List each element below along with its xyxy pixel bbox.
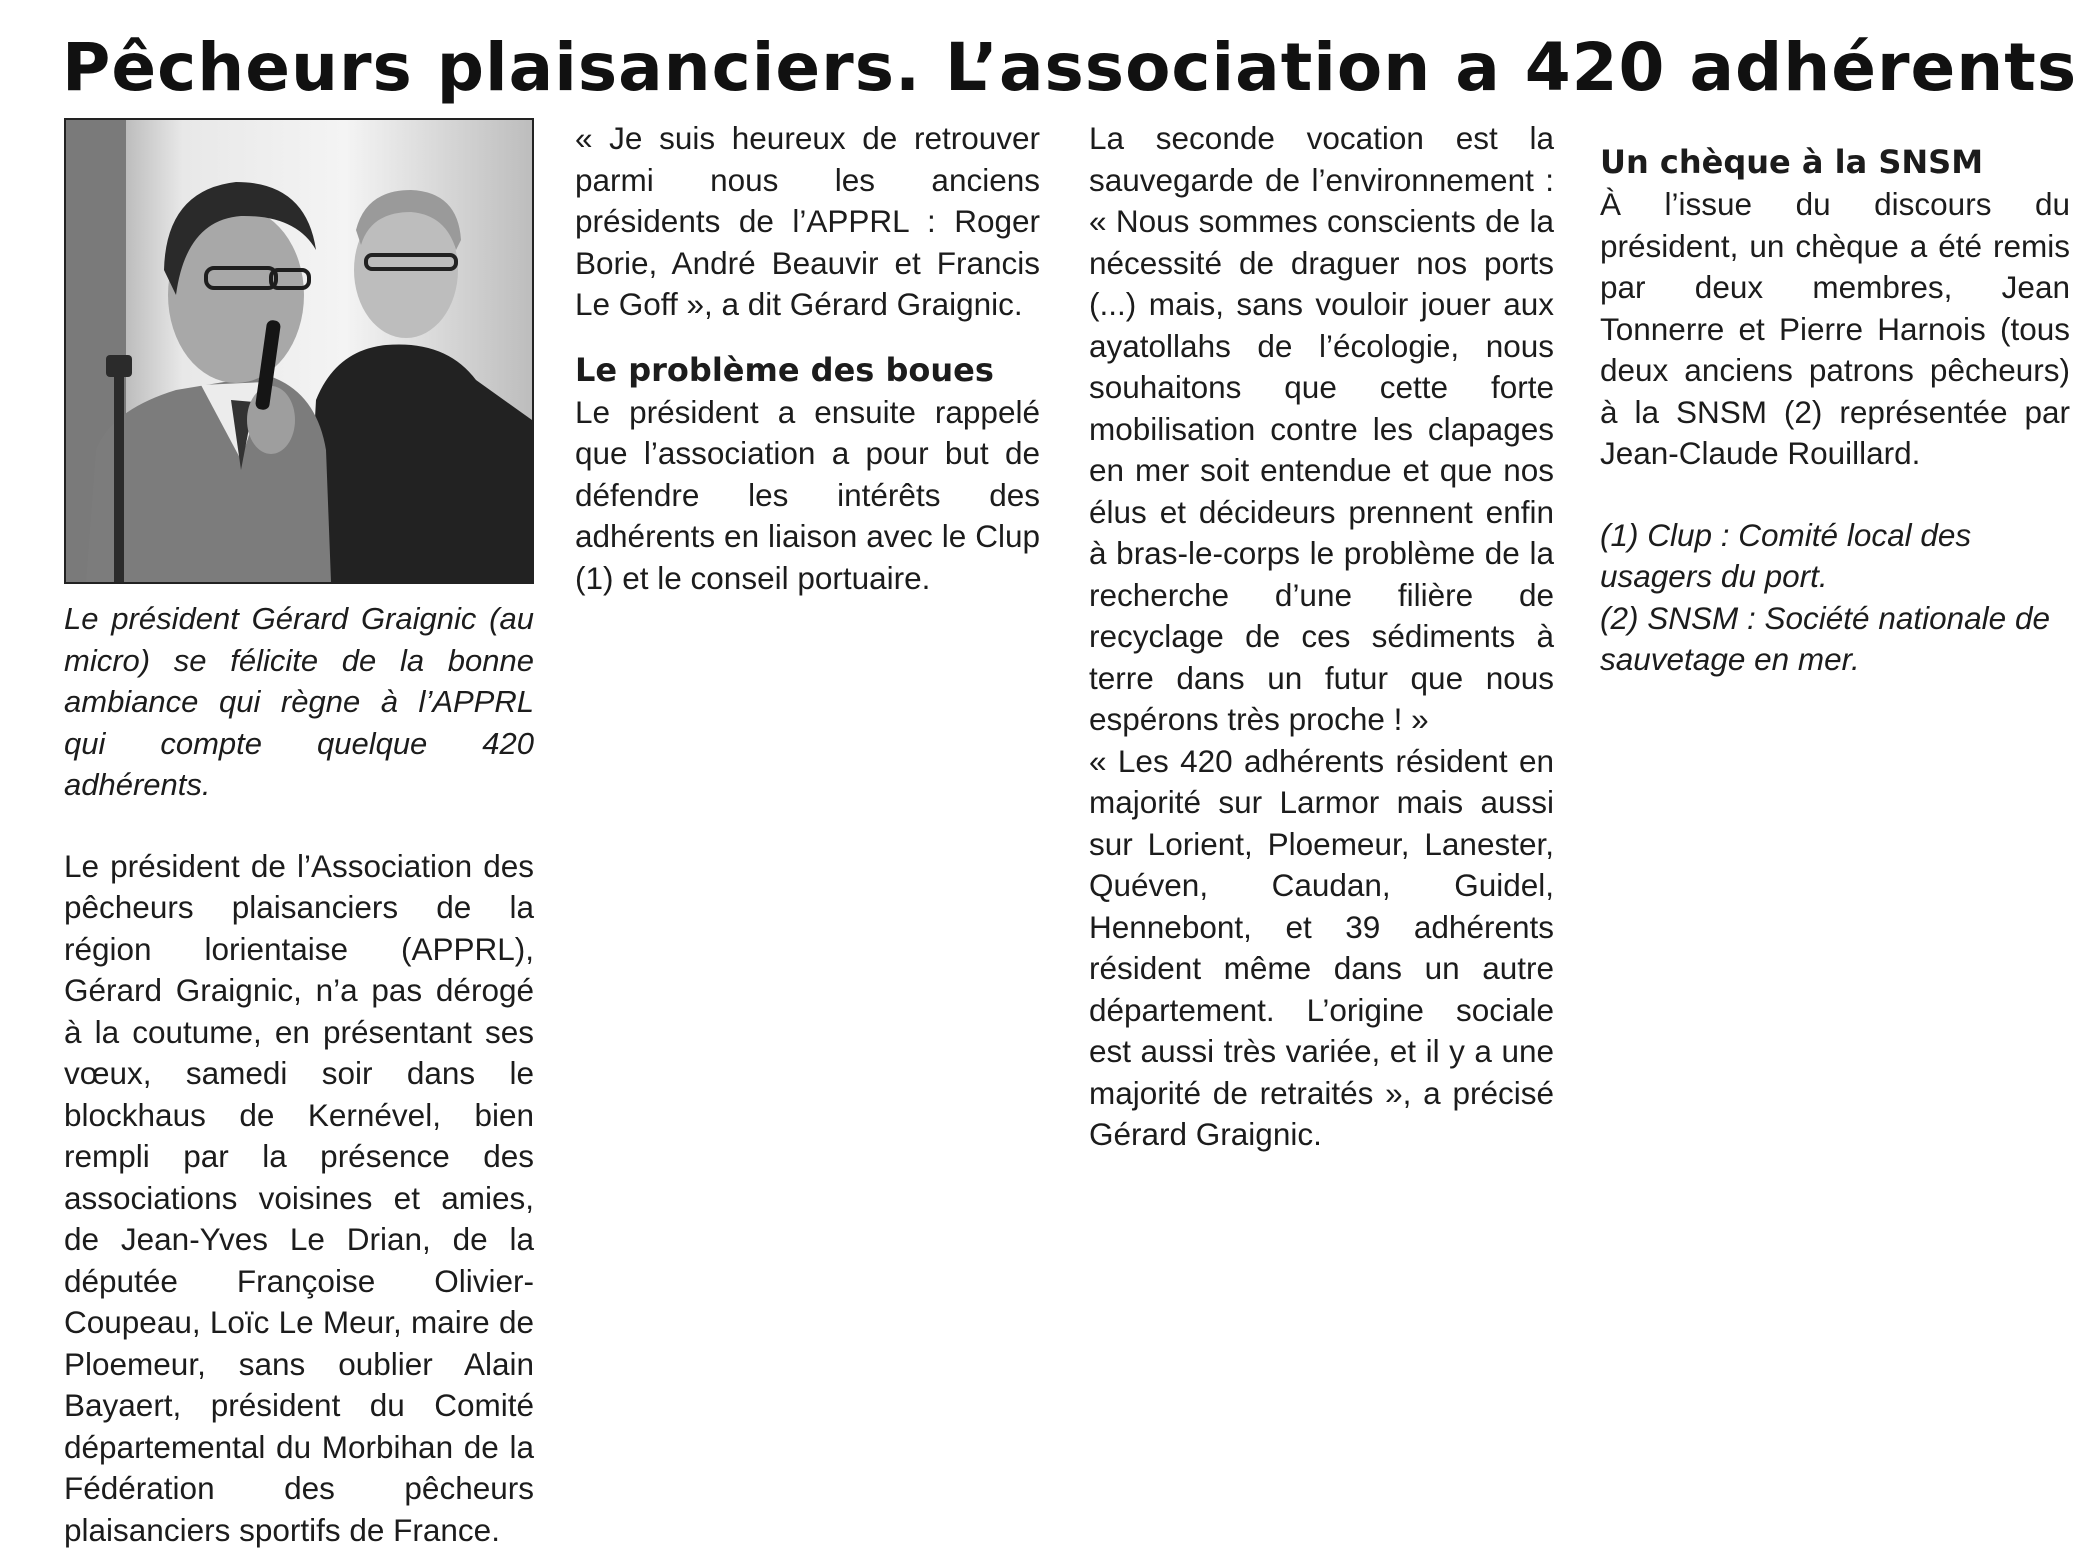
- headline: Pêcheurs plaisanciers. L’association a 420 adhérents: [62, 26, 2062, 110]
- photo-caption: Le président Gérard Graignic (au micro) se félicite de la bonne ambiance qui règne à l’APPRL qui compte quelque 420 adhérents.: [64, 598, 534, 806]
- column-2: [575, 118, 1040, 599]
- subheading: Le problème des boues: [575, 348, 1040, 392]
- footnote: (1) Clup : Comité local des usagers du port.: [1600, 515, 2070, 598]
- column-4: [1600, 118, 2070, 681]
- body-paragraph: Le président de l’Association des pêcheurs plaisanciers de la région lorientaise (APPRL), Gérard Graignic, n’a pas dérogé à la coutume, en présentant ses vœux, samedi soir dans le blockhaus de Kernével, bien rempli par la présence des associations voisines et amies, de Jean-Yves Le Drian, de la députée Françoise Olivier-Coupeau, Loïc Le Meur, maire de Ploemeur, sans oublier Alain Bayaert, président du Comité départemental du Morbihan de la Fédération des pêcheurs plaisanciers sportifs de France.: [64, 846, 534, 1551]
- column-3: [1089, 118, 1554, 1156]
- body-paragraph: À l’issue du discours du président, un chèque a été remis par deux membres, Jean Tonnerre et Pierre Harnois (tous deux anciens patrons pêcheurs) à la SNSM (2) représentée par Jean-Claude Rouillard.: [1600, 184, 2070, 475]
- column-1: [64, 118, 534, 1551]
- article-photo: [64, 118, 534, 584]
- subheading: Un chèque à la SNSM: [1600, 140, 2070, 184]
- body-paragraph: « Les 420 adhérents résident en majorité sur Larmor mais aussi sur Lorient, Ploemeur, Lanester, Quéven, Caudan, Guidel, Hennebont, et 39 adhérents résident même dans un autre département. L’origine sociale est aussi très variée, et il y a une majorité de retraités », a précisé Gérard Graignic.: [1089, 741, 1554, 1156]
- body-paragraph: « Je suis heureux de retrouver parmi nous les anciens présidents de l’APPRL : Roger Borie, André Beauvir et Francis Le Goff », a dit Gérard Graignic.: [575, 118, 1040, 326]
- body-paragraph: Le président a ensuite rappelé que l’association a pour but de défendre les intérêts des adhérents en liaison avec le Clup (1) et le conseil portuaire.: [575, 392, 1040, 600]
- body-paragraph: La seconde vocation est la sauvegarde de l’environnement : « Nous sommes conscients de la nécessité de draguer nos ports (...) mais, sans vouloir jouer aux ayatollahs de l’écologie, nous souhaitons que cette forte mobilisation contre les clapages en mer soit entendue et que nos élus et décideurs prennent enfin à bras-le-corps le problème de la recherche d’une filière de recyclage de ces sédiments à terre dans un futur que nous espérons très proche ! »: [1089, 118, 1554, 741]
- footnote: (2) SNSM : Société nationale de sauvetage en mer.: [1600, 598, 2070, 681]
